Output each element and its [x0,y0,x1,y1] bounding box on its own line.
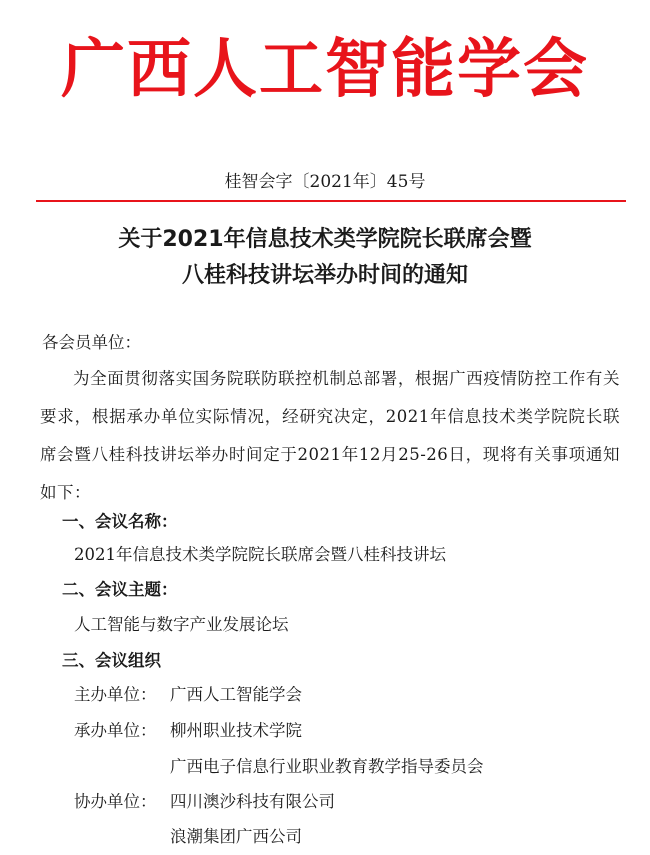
section-1-text: 2021年信息技术类学院院长联席会暨八桂科技讲坛 [74,545,446,564]
host-value: 广西人工智能学会 [170,685,302,704]
notice-title-line-2: 八桂科技讲坛举办时间的通知 [181,263,468,288]
co-organizer-value-1: 四川澳沙科技有限公司 [170,792,335,811]
notice-title-line-1: 关于2021年信息技术类学院院长联席会暨 [118,227,532,252]
organizer-value-2: 广西电子信息行业职业教育教学指导委员会 [170,757,484,776]
red-divider [36,200,626,202]
co-organizer-value-2: 浪潮集团广西公司 [170,827,302,846]
host-label: 主办单位： [74,685,157,704]
organization-title: 广西人工智能学会 [61,33,589,107]
salutation: 各会员单位： [42,333,141,352]
section-1-heading: 一、会议名称： [62,512,178,531]
section-3-heading: 三、会议组织 [62,651,161,670]
organizer-value-1: 柳州职业技术学院 [170,721,302,740]
document-number: 桂智会字〔2021年〕45号 [224,172,426,192]
notice-title [0,222,650,294]
section-2-heading: 二、会议主题： [62,580,178,599]
intro-paragraph: 为全面贯彻落实国务院联防联控机制总部署，根据广西疫情防控工作有关要求，根据承办单位实际情况，经研究决定，2021年信息技术类学院院长联席会暨八桂科技讲坛举办时间定于2021年12月25-26日，现将有关事项通知如下： [40,369,620,502]
section-2-text: 人工智能与数字产业发展论坛 [74,615,289,634]
co-organizer-label: 协办单位： [74,792,157,811]
organizer-label: 承办单位： [74,721,157,740]
